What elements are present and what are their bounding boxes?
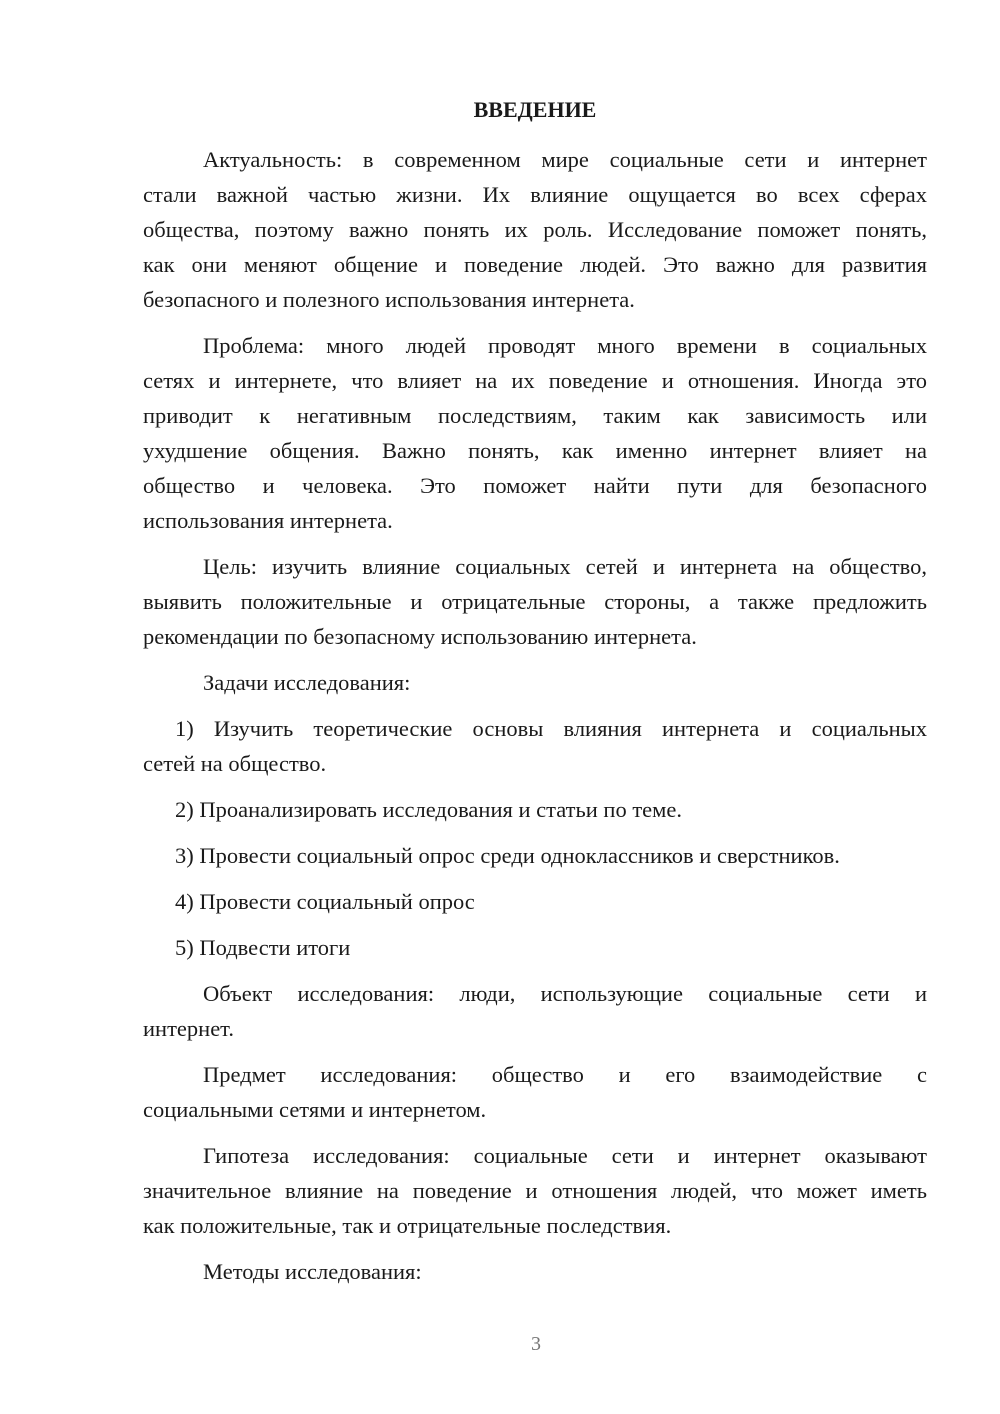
text-line: сетях и интернете, что влияет на их поведение и отношения. Иногда это [143, 368, 927, 393]
document-body [143, 142, 927, 1289]
paragraph [143, 665, 927, 700]
text-line: как положительные, так и отрицательные последствия. [143, 1213, 672, 1238]
text-line: приводит к негативным последствиям, таким как зависимость или [143, 403, 927, 428]
text-line: 5) Подвести итоги [175, 935, 351, 960]
text-line: стали важной частью жизни. Их влияние ощущается во всех сферах [143, 182, 927, 207]
text-line: общества, поэтому важно понять их роль. Исследование поможет понять, [143, 217, 927, 242]
text-line: 2) Проанализировать исследования и статьи по теме. [175, 797, 682, 822]
paragraph [143, 328, 927, 538]
text-line: Актуальность: в современном мире социальные сети и интернет [203, 147, 927, 172]
text-line: как они меняют общение и поведение людей. Это важно для развития [143, 252, 927, 277]
text-line: Гипотеза исследования: социальные сети и интернет оказывают [203, 1143, 927, 1168]
list-item [143, 792, 927, 827]
text-line: рекомендации по безопасному использованию интернета. [143, 624, 697, 649]
text-line: 3) Провести социальный опрос среди одноклассников и сверстников. [175, 843, 840, 868]
text-line: Методы исследования: [203, 1259, 422, 1284]
text-line: Объект исследования: люди, использующие социальные сети и [203, 981, 927, 1006]
text-line: 1) Изучить теоретические основы влияния интернета и социальных [175, 716, 927, 741]
text-line: интернет. [143, 1016, 234, 1041]
list-item [143, 838, 927, 873]
text-line: Проблема: много людей проводят много времени в социальных [203, 333, 927, 358]
text-line: общество и человека. Это поможет найти пути для безопасного [143, 473, 927, 498]
text-line: социальными сетями и интернетом. [143, 1097, 487, 1122]
text-line: ухудшение общения. Важно понять, как именно интернет влияет на [143, 438, 927, 463]
paragraph [143, 142, 927, 317]
text-line: сетей на общество. [143, 751, 327, 776]
text-line: 4) Провести социальный опрос [175, 889, 475, 914]
text-line: Задачи исследования: [203, 670, 411, 695]
paragraph [143, 1057, 927, 1127]
paragraph [143, 976, 927, 1046]
paragraph [143, 1254, 927, 1289]
text-line: Предмет исследования: общество и его взаимодействие с [203, 1062, 927, 1087]
text-line: выявить положительные и отрицательные стороны, а также предложить [143, 589, 927, 614]
list-item [143, 884, 927, 919]
page-title: ВВЕДЕНИЕ [473, 97, 597, 122]
text-line: использования интернета. [143, 508, 393, 533]
list-item [143, 930, 927, 965]
text-line: безопасного и полезного использования интернета. [143, 287, 635, 312]
page-number: 3 [531, 1333, 541, 1355]
text-line: Цель: изучить влияние социальных сетей и интернета на общество, [203, 554, 927, 579]
paragraph [143, 549, 927, 654]
text-line: значительное влияние на поведение и отношения людей, что может иметь [143, 1178, 927, 1203]
list-item [143, 711, 927, 781]
paragraph [143, 1138, 927, 1243]
